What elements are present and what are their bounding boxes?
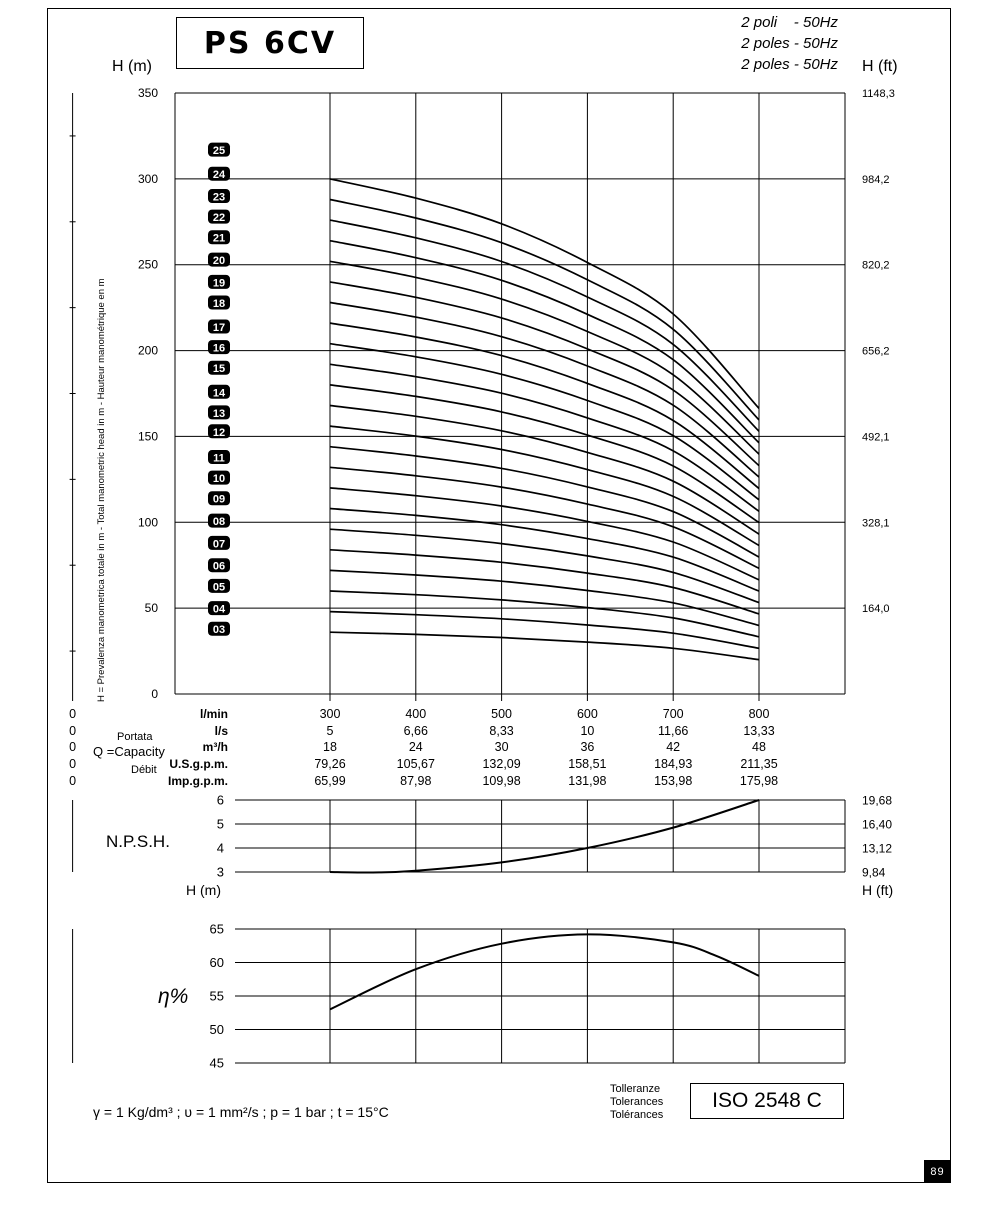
flow-table [69,707,778,788]
head-curve-stage-08 [330,529,759,602]
iso-standard-box: ISO 2548 C [690,1083,844,1119]
stage-badge-label: 17 [212,322,226,335]
head-y-tick-label: 300 [137,171,158,186]
npsh-y-tick-label: 5 [216,816,224,832]
efficiency-y-tick-label: 55 [209,988,224,1004]
y-axis-label: H = Prevalenza manometrica totale in m - Total manometric head in m - Hauteur manométrique en m [96,278,107,702]
stage-badge-label: 24 [212,169,226,182]
stage-badge-label: 21 [212,232,226,245]
flow-value: 300 [319,707,341,721]
head-ft-tick-label: 984,2 [862,173,890,186]
flow-value: 153,98 [654,774,693,788]
formula-text: γ = 1 Kg/dm³ ; υ = 1 mm²/s ; p = 1 bar ; t = 15°C [93,1104,389,1120]
stage-badge-label: 07 [212,538,226,551]
page-number: 89 [924,1160,951,1183]
flow-value: 105,67 [396,757,435,771]
stage-badge-label: 11 [213,452,225,465]
head-curve-stage-22 [330,241,759,443]
head-curve-stage-04 [330,612,759,649]
flow-value: 109,98 [482,774,521,788]
head-ft-tick-label: 328,1 [862,517,890,530]
portata-label: Portata [117,731,153,743]
stage-badge-label: 04 [212,603,226,616]
flow-value: 11,66 [658,724,689,738]
head-ft-label: H (ft) [862,58,898,75]
flow-value: 211,35 [740,757,778,771]
head-y-tick-label: 100 [137,515,158,530]
stage-badge-label: 25 [212,145,226,158]
flow-value: 0 [69,707,77,721]
flow-value: 65,99 [314,774,346,788]
stage-badge-label: 09 [212,493,226,506]
stage-badge-label: 03 [212,624,226,637]
flow-value: 600 [576,707,598,721]
flow-value: 500 [491,707,513,721]
flow-value: 79,26 [314,757,346,771]
stage-badge-label: 06 [212,560,226,573]
flow-value: 10 [580,724,595,738]
head-curve-stage-07 [330,550,759,614]
efficiency-label: η% [158,985,189,1008]
stage-badge-label: 08 [212,516,226,529]
flow-value: 13,33 [743,724,775,738]
npsh-ft-tick-label: 16,40 [862,817,893,832]
npsh-curve [330,800,759,873]
flow-value: 158,51 [568,757,607,771]
flow-value: 5 [326,724,334,738]
flow-value: 131,98 [568,774,607,788]
head-y-tick-label: 150 [137,429,158,444]
flow-value: 0 [69,724,77,738]
head-grid [70,93,845,701]
stage-badge-label: 10 [212,473,226,486]
stage-badge-label: 15 [212,363,226,376]
stage-badge-label: 14 [212,387,226,400]
stage-badge-label: 13 [212,407,226,420]
flow-value: 0 [69,757,77,771]
flow-unit-label: Imp.g.p.m. [168,774,228,788]
efficiency-y-tick-label: 45 [209,1055,224,1071]
tolerance-label: Tolerances [610,1096,664,1108]
npsh-ft-tick-label: 13,12 [862,841,893,856]
head-y-tick-label: 250 [137,257,158,272]
npsh-h-ft-label: H (ft) [862,882,894,898]
stage-badge-label: 12 [212,426,226,439]
frequency-line: 2 poles - 50Hz [741,35,838,52]
stage-badge-label: 23 [212,191,226,204]
efficiency-grid [73,922,845,1071]
npsh-ft-tick-label: 9,84 [862,865,886,880]
head-curves [330,179,759,660]
flow-value: 184,93 [654,757,693,771]
npsh-ft-tick-label: 19,68 [862,793,893,808]
head-m-label: H (m) [112,58,152,75]
flow-value: 42 [666,740,681,754]
npsh-y-tick-label: 6 [216,792,224,808]
flow-unit-label: l/s [214,724,228,738]
npsh-y-tick-label: 4 [216,840,224,856]
head-ft-tick-label: 820,2 [862,259,890,272]
flow-value: 132,09 [482,757,521,771]
stage-badge-label: 20 [212,255,226,268]
efficiency-y-tick-label: 60 [209,955,224,970]
stage-badge-label: 18 [212,297,226,310]
flow-value: 36 [580,740,595,754]
npsh-curve-group [330,800,759,873]
stage-badge-label: 05 [212,581,226,594]
efficiency-curve-group [330,934,759,1009]
efficiency-y-tick-label: 50 [209,1022,224,1037]
stage-badge-label: 22 [212,212,226,225]
flow-value: 18 [323,740,337,754]
efficiency-y-tick-label: 65 [209,921,224,937]
page-title: PS 6CV [176,17,364,69]
flow-value: 175,98 [739,774,779,788]
head-y-tick-label: 0 [151,687,158,701]
flow-value: 800 [748,707,770,721]
stage-badge-label: 19 [212,277,226,290]
head-curve-stage-14 [330,406,759,535]
flow-value: 0 [69,740,77,754]
flow-value: 6,66 [403,724,428,738]
flow-value: 8,33 [489,724,514,738]
frequency-line: 2 poles - 50Hz [741,56,838,73]
flow-value: 48 [752,740,766,754]
head-y-tick-label: 350 [137,86,158,100]
stage-badge-label: 16 [212,342,226,355]
head-y-tick-label: 200 [137,343,158,358]
head-ft-tick-label: 164,0 [862,603,890,616]
flow-value: 24 [408,740,423,754]
npsh-grid [73,793,893,880]
flow-value: 700 [662,707,684,721]
head-ft-tick-label: 1148,3 [862,88,895,100]
flow-unit-label: U.S.g.p.m. [169,757,228,771]
debit-label: Débit [131,764,157,776]
head-ft-tick-label: 656,2 [862,345,890,358]
npsh-h-m-label: H (m) [186,882,221,898]
tolerance-label: Tolérances [610,1109,664,1121]
head-curve-stage-23 [330,220,759,431]
head-curve-stage-13 [330,426,759,545]
stage-labels [208,143,230,637]
flow-value: 87,98 [400,774,432,788]
frequency-line: 2 poli - 50Hz [741,14,838,31]
tolerance-label: Tolleranze [610,1083,661,1095]
npsh-y-tick-label: 3 [216,864,224,880]
flow-value: 30 [494,740,509,754]
flow-unit-label: l/min [199,707,228,721]
head-curve-stage-21 [330,261,759,454]
q-capacity-label: Q =Capacity [93,744,165,759]
head-y-tick-label: 50 [144,601,158,616]
flow-value: 400 [405,707,427,721]
head-tick-labels [138,86,895,701]
flow-unit-label: m³/h [202,740,228,754]
npsh-label: N.P.S.H. [106,832,170,851]
flow-value: 0 [69,774,77,788]
head-ft-tick-label: 492,1 [862,431,890,444]
efficiency-curve [330,934,759,1009]
